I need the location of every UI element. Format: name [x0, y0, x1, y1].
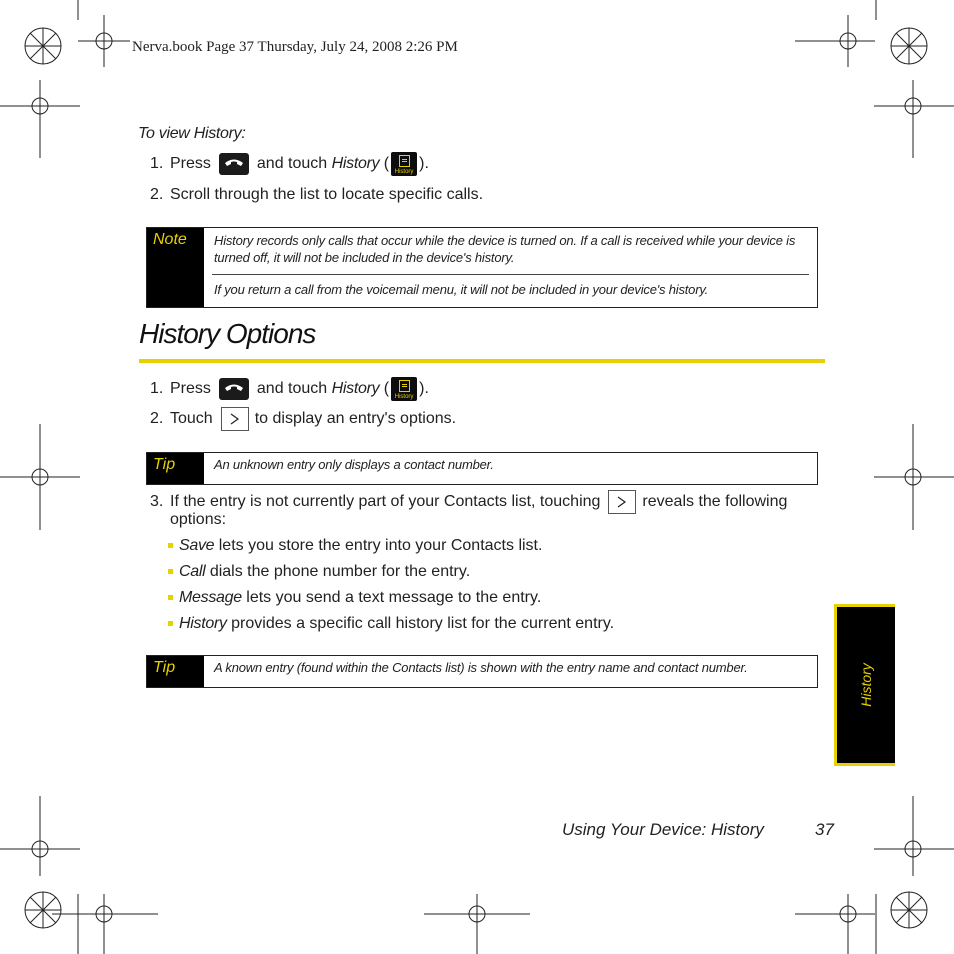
options-step-1 — [150, 377, 429, 401]
bullet-marker — [168, 621, 173, 626]
bullet-term: Save — [179, 537, 215, 554]
bullet-term: Message — [179, 589, 242, 606]
bullet-marker — [168, 543, 173, 548]
options-step-3 — [150, 490, 787, 514]
bullet-text: dials the phone number for the entry. — [209, 563, 471, 580]
title-rule — [139, 359, 825, 363]
note-text-2: If you return a call from the voicemail menu, it will not be included in your device's history. — [214, 282, 709, 297]
tip-box-1 — [146, 452, 818, 485]
tip-tag: Tip — [147, 656, 204, 687]
step-3-continuation: options: — [170, 511, 227, 528]
step-number: 2. — [150, 410, 164, 427]
history-term: History — [331, 155, 380, 172]
bullet-text: lets you send a text message to the entry. — [246, 589, 542, 606]
note-tag: Note — [147, 228, 204, 307]
tip-text: A known entry (found within the Contacts list) is shown with the entry name and contact number. — [214, 660, 748, 675]
page-number: 37 — [815, 820, 834, 839]
footer-title: Using Your Device: History — [562, 820, 764, 839]
chevron-right-icon — [608, 490, 636, 514]
step-text: and touch — [256, 155, 328, 172]
step-number: 3. — [150, 493, 164, 510]
tip-tag: Tip — [147, 453, 204, 484]
bullet-marker — [168, 569, 173, 574]
side-tab — [834, 604, 895, 766]
bullet-message — [168, 589, 541, 607]
note-text-1: History records only calls that occur while the device is turned on. If a call is received while your device is turned off, it will not be included in the device's history. — [214, 233, 796, 265]
bullet-text: provides a specific call history list for the current entry. — [231, 615, 615, 632]
note-box — [146, 227, 818, 308]
bullet-history — [168, 615, 614, 633]
step-text: If the entry is not currently part of your Contacts list, touching — [170, 493, 601, 510]
starburst-mark-top-right — [891, 28, 927, 64]
starburst-mark-bottom-right — [891, 892, 927, 928]
chevron-right-icon — [221, 407, 249, 431]
print-header: Nerva.book Page 37 Thursday, July 24, 2008 2:26 PM — [132, 39, 458, 55]
phone-handset-icon — [219, 378, 249, 400]
paren-close: ). — [419, 380, 429, 397]
paren-open: ( — [383, 380, 390, 397]
history-icon-caption: History — [394, 394, 414, 400]
to-view-step-1 — [150, 152, 429, 176]
tip-text: An unknown entry only displays a contact number. — [214, 457, 494, 472]
step-text: Scroll through the list to locate specific calls. — [170, 186, 484, 203]
side-tab-label: History — [858, 663, 874, 707]
section-title: History Options — [139, 318, 316, 349]
history-icon-caption: History — [394, 169, 414, 175]
bullet-marker — [168, 595, 173, 600]
starburst-mark-top-left — [25, 28, 61, 64]
bullet-save — [168, 537, 542, 555]
bullet-text: lets you store the entry into your Contacts list. — [218, 537, 543, 554]
step-text: to display an entry's options. — [254, 410, 457, 427]
history-icon — [391, 152, 417, 176]
paren-close: ). — [419, 155, 429, 172]
paren-open: ( — [383, 155, 390, 172]
bullet-term: History — [179, 615, 227, 632]
step-text: reveals the following — [642, 493, 788, 510]
step-number: 1. — [150, 380, 164, 397]
bullet-term: Call — [179, 563, 206, 580]
options-step-2 — [150, 407, 456, 431]
starburst-mark-bottom-left — [25, 892, 61, 928]
step-text: Press — [170, 155, 211, 172]
history-term: History — [331, 380, 380, 397]
phone-handset-icon — [219, 153, 249, 175]
step-number: 1. — [150, 155, 164, 172]
step-number: 2. — [150, 186, 164, 203]
to-view-step-2 — [150, 186, 483, 204]
step-text: and touch — [256, 380, 328, 397]
bullet-call — [168, 563, 470, 581]
step-text: Touch — [170, 410, 213, 427]
tip-box-2 — [146, 655, 818, 688]
step-text: Press — [170, 380, 211, 397]
note-divider — [212, 274, 809, 275]
history-icon — [391, 377, 417, 401]
to-view-label: To view History: — [138, 125, 246, 142]
